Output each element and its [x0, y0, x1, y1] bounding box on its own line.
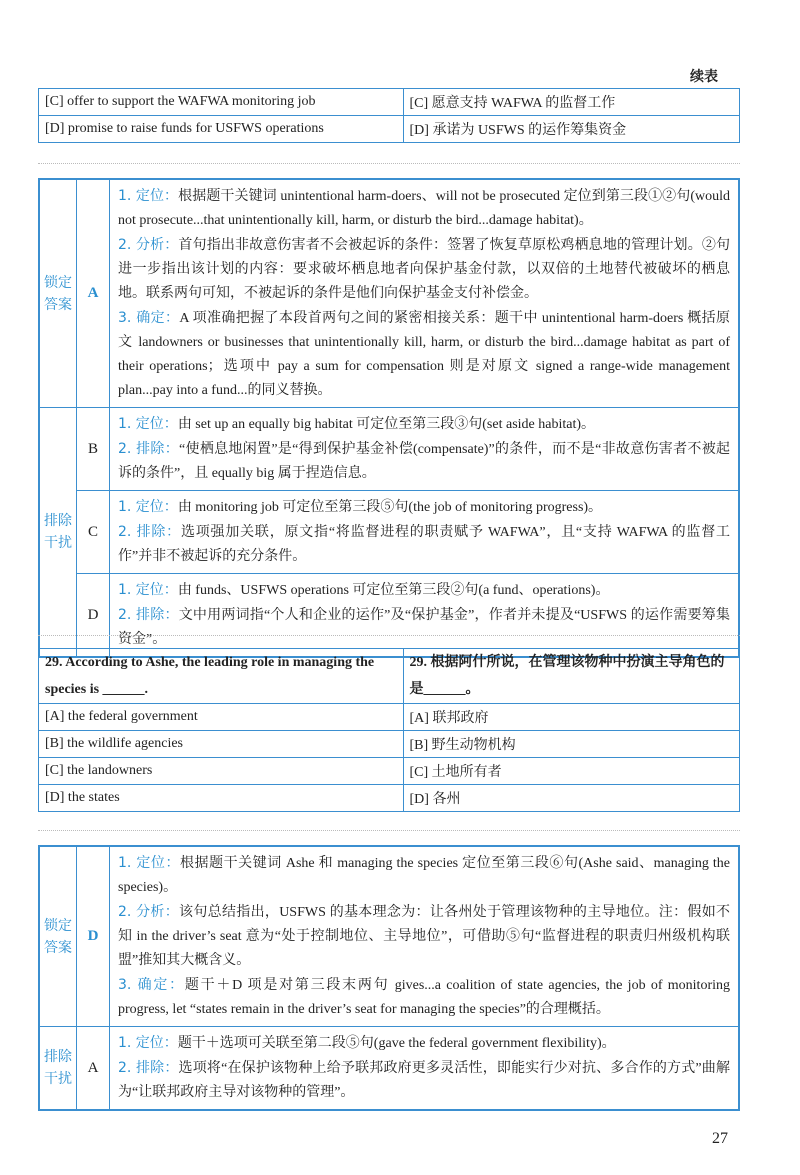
divider: [38, 635, 740, 636]
option-zh: [B] 野生动物机构: [403, 731, 739, 758]
continued-label: 续表: [690, 69, 718, 85]
option-en: [B] the wildlife agencies: [39, 731, 404, 758]
point-label: 3. 确定：: [118, 977, 185, 993]
option-en: [D] promise to raise funds for USFWS operations: [39, 116, 404, 143]
point-text: 选项强加关联，原文指“将监督进程的职责赋予 WAFWA”，且“支持 WAFWA 的监督工作”并非不被起诉的充分条件。: [118, 525, 731, 564]
option-letter: C: [77, 491, 110, 574]
analysis-content: [110, 574, 740, 658]
analysis-point: [118, 306, 730, 403]
point-label: 1. 定位：: [118, 855, 180, 871]
option-row: [39, 704, 740, 731]
option-letter: A: [77, 179, 110, 408]
point-label: 1. 定位：: [118, 499, 178, 515]
option-row: [39, 758, 740, 785]
point-label: 1. 定位：: [118, 582, 178, 598]
analysis-point: [118, 1056, 730, 1105]
option-letter: A: [77, 1027, 110, 1111]
option-en: [D] the states: [39, 785, 404, 812]
option-row: [39, 89, 740, 116]
point-text: 该句总结指出，USFWS 的基本理念为：让各州处于管理该物种的主导地位。注：假如不知 in the driver’s seat 意为“处于控制地位、主导地位”，可借助⑤句“监督进程的职责归州级机构联盟”推知其大概含义。: [118, 905, 730, 968]
option-zh: [D] 各州: [403, 785, 739, 812]
point-label: 3. 确定：: [118, 310, 180, 326]
divider: [38, 163, 740, 164]
point-text: 选项将“在保护该物种上给予联邦政府更多灵活性，即能实行少对抗、多合作的方式”曲解为“让联邦政府主导对该物种的管理”。: [118, 1061, 730, 1100]
point-text: “使栖息地闲置”是“得到保护基金补偿(compensate)”的条件，而不是“非故意伤害者不被起诉的条件”，且 equally big 属于捏造信息。: [118, 442, 730, 481]
analysis-row: [39, 408, 739, 491]
point-label: 2. 排除：: [118, 524, 181, 540]
question-29-table: [38, 648, 740, 812]
analysis-point: [118, 900, 730, 973]
option-letter: D: [77, 574, 110, 658]
analysis-content: [110, 1027, 740, 1111]
analysis-row: [39, 179, 739, 408]
option-zh: [C] 土地所有者: [403, 758, 739, 785]
divider: [38, 830, 740, 831]
point-label: 1. 定位：: [118, 416, 178, 432]
analysis-table-2: [38, 845, 740, 1111]
analysis-point: [118, 973, 730, 1022]
analysis-row: [39, 846, 739, 1027]
analysis-point: [118, 233, 730, 306]
point-text: 首句指出非故意伤害者不会被起诉的条件：签署了恢复草原松鸡栖息地的管理计划。②句进一步指出该计划的内容：要求破坏栖息地者向保护基金付款，以双倍的土地替代被破坏的栖息地。联系两句可知，不被起诉的条件是他们向保护基金支付补偿金。: [118, 238, 731, 301]
point-label: 2. 分析：: [118, 904, 180, 920]
point-text: 题干＋选项可关联至第二段⑤句(gave the federal government flexibility)。: [177, 1036, 616, 1051]
option-zh: [D] 承诺为 USFWS 的运作筹集资金: [403, 116, 739, 143]
point-text: 根据题干关键词 Ashe 和 managing the species 定位至第三段⑥句(Ashe said、managing the species)。: [118, 856, 730, 895]
option-zh: [C] 愿意支持 WAFWA 的监督工作: [403, 89, 739, 116]
analysis-row: [39, 491, 739, 574]
point-text: A 项准确把握了本段首两句之间的紧密相接关系：题干中 unintentional harm-doers 概括原文 landowners or businesses that unintentionally kill, harm, or disturb the bird...damage habitat as part of their operations；选项中 pay a sum for compensation 则是对原文 signed a range-wide management plan...pay into a fund...的同义替换。: [118, 311, 731, 398]
point-label: 2. 分析：: [118, 237, 179, 253]
option-row: [39, 785, 740, 812]
point-label: 2. 排除：: [118, 607, 179, 623]
top-options-table: [38, 88, 740, 143]
option-letter: B: [77, 408, 110, 491]
option-row: [39, 116, 740, 143]
point-text: 由 funds、USFWS operations 可定位至第三段②句(a fund、operations)。: [177, 583, 610, 598]
option-zh: [A] 联邦政府: [403, 704, 739, 731]
page-number: 27: [712, 1130, 728, 1147]
point-text: 由 monitoring job 可定位至第三段⑤句(the job of monitoring progress)。: [177, 500, 603, 515]
analysis-content: [110, 408, 740, 491]
question-row: [39, 649, 740, 704]
analysis-row: [39, 1027, 739, 1111]
analysis-point: [118, 495, 730, 520]
analysis-point: [118, 520, 730, 569]
point-label: 2. 排除：: [118, 1060, 179, 1076]
group-label: 排除 干扰: [39, 1027, 77, 1111]
option-en: [A] the federal government: [39, 704, 404, 731]
option-letter: D: [77, 846, 110, 1027]
analysis-row: [39, 574, 739, 658]
analysis-point: [118, 603, 730, 652]
group-label: 排除 干扰: [39, 408, 77, 658]
analysis-content: [110, 846, 740, 1027]
question-zh: 29. 根据阿什所说，在管理该物种中扮演主导角色的是______。: [403, 649, 739, 704]
question-en: 29. According to Ashe, the leading role in managing the species is ______.: [39, 649, 404, 704]
option-en: [C] the landowners: [39, 758, 404, 785]
point-text: 题干＋D 项是对第三段末两句 gives...a coalition of state agencies, the job of monitoring progress, let “states remain in the driver’s seat for managing the species”的合理概括。: [118, 978, 730, 1017]
point-label: 1. 定位：: [118, 1035, 178, 1051]
analysis-point: [118, 184, 730, 233]
analysis-table-1: [38, 178, 740, 658]
analysis-content: [110, 491, 740, 574]
group-label: 锁定 答案: [39, 846, 77, 1027]
option-en: [C] offer to support the WAFWA monitoring job: [39, 89, 404, 116]
analysis-point: [118, 1031, 730, 1056]
point-text: 根据题干关键词 unintentional harm-doers、will not be prosecuted 定位到第三段①②句(would not prosecute...that unintentionally kill, harm, or disturb the bird...damage habitat)。: [118, 189, 730, 228]
option-row: [39, 731, 740, 758]
analysis-point: [118, 412, 730, 437]
group-label: 锁定 答案: [39, 179, 77, 408]
point-text: 由 set up an equally big habitat 可定位至第三段③句(set aside habitat)。: [177, 417, 596, 432]
analysis-content: [110, 179, 740, 408]
analysis-point: [118, 578, 730, 603]
point-label: 2. 排除：: [118, 441, 180, 457]
point-label: 1. 定位：: [118, 188, 179, 204]
analysis-point: [118, 437, 730, 486]
point-text: 文中用两词指“个人和企业的运作”及“保护基金”，作者并未提及“USFWS 的运作需要筹集资金”。: [118, 608, 731, 647]
analysis-point: [118, 851, 730, 900]
